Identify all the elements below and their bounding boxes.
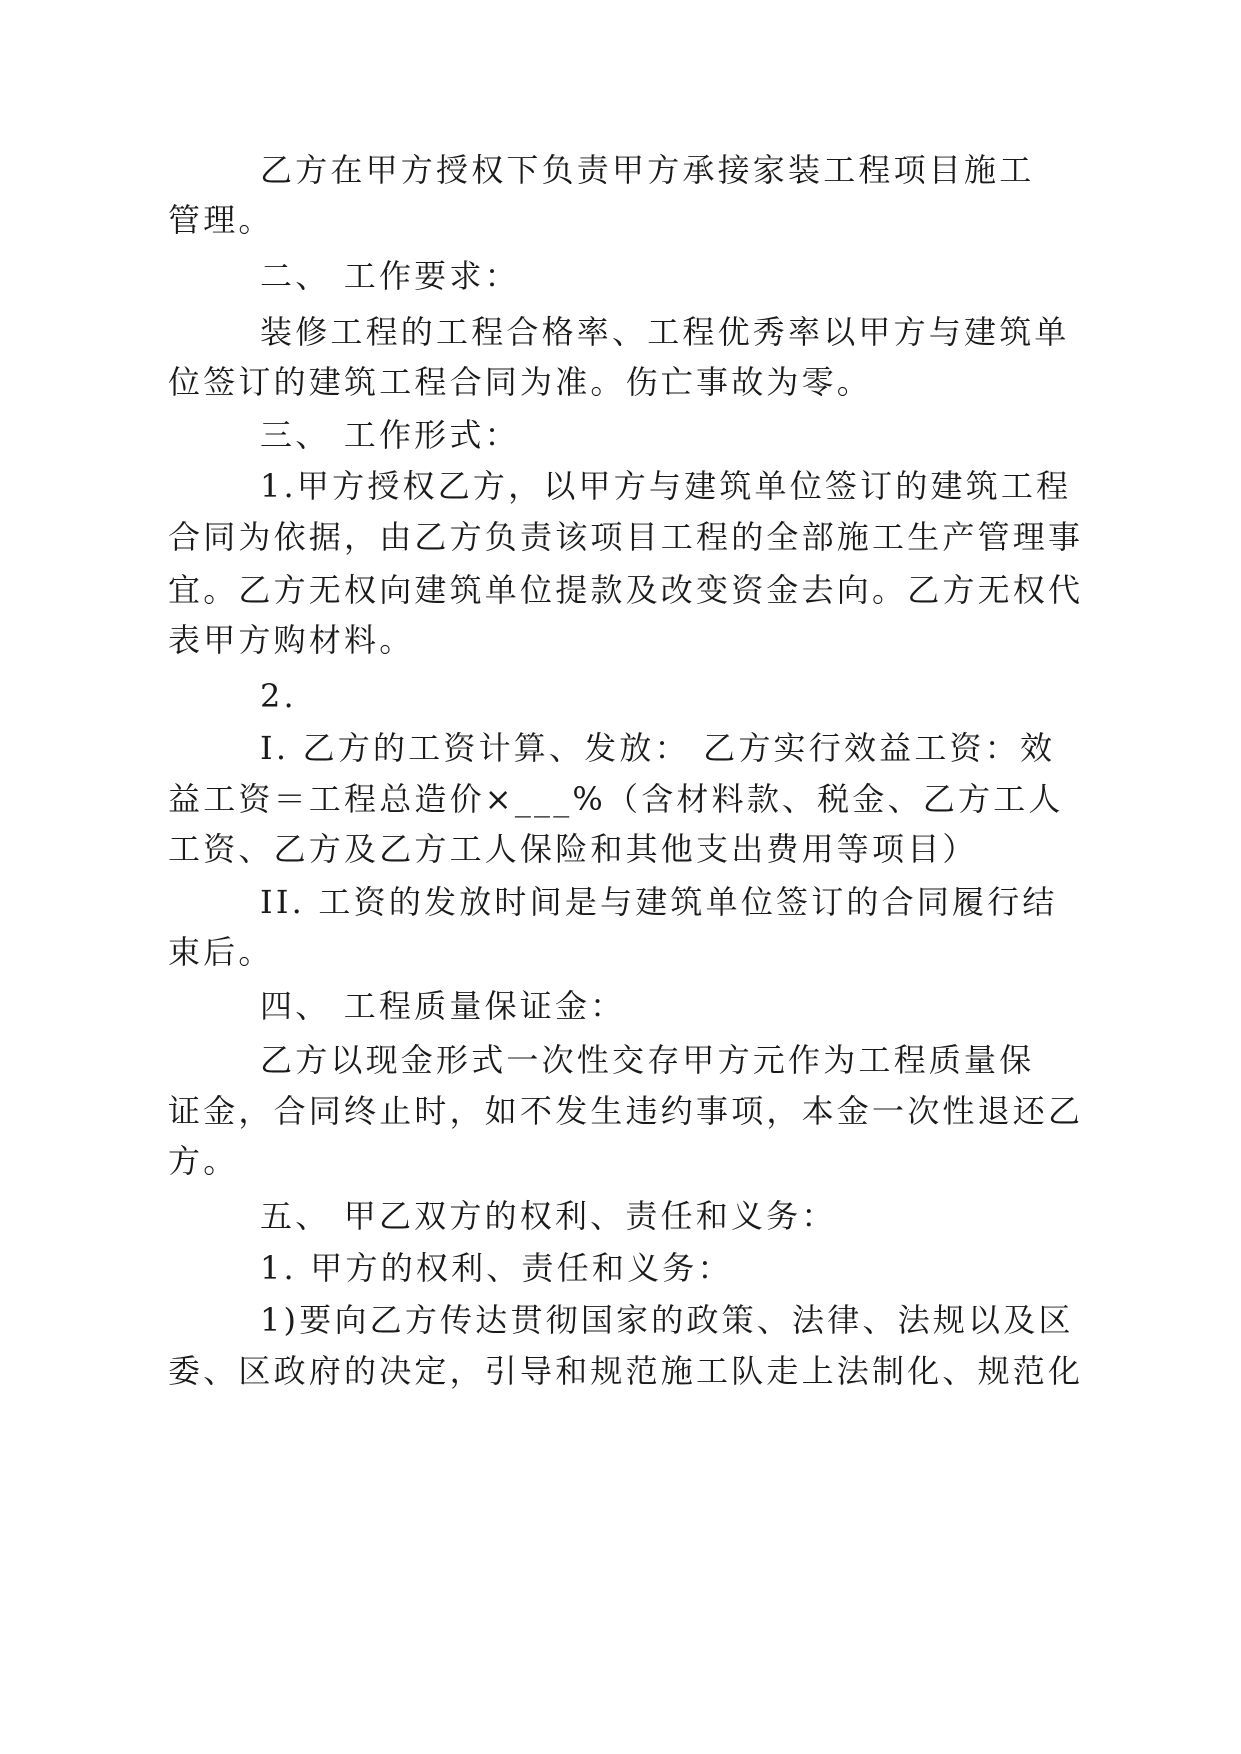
text-line: 束后。 [168,933,274,971]
text-line: 宜。乙方无权向建筑单位提款及改变资金去向。乙方无权代 [168,571,1084,609]
text-line: II. 工资的发放时间是与建筑单位签订的合同履行结 [260,883,1058,921]
text-line: 乙方以现金形式一次性交存甲方元作为工程质量保 [260,1041,1035,1079]
text-line: 表甲方购材料。 [168,621,415,659]
text-line: 装修工程的工程合格率、工程优秀率以甲方与建筑单 [260,313,1070,351]
text-line: 位签订的建筑工程合同为准。伤亡事故为零。 [168,363,873,401]
text-line: 委、区政府的决定，引导和规范施工队走上法制化、规范化 [168,1352,1084,1390]
text-line: 1)要向乙方传达贯彻国家的政策、法律、法规以及区 [260,1301,1074,1339]
text-line: 2. [260,677,297,715]
text-line: 工资、乙方及乙方工人保险和其他支出费用等项目） [168,830,978,868]
text-line: 1. 甲方的权利、责任和义务： [260,1249,733,1287]
section-heading: 三、 工作形式： [260,416,520,454]
text-line: 方。 [168,1142,239,1180]
text-line: 乙方在甲方授权下负责甲方承接家装工程项目施工 [260,151,1035,189]
section-heading: 四、 工程质量保证金： [260,987,626,1025]
section-heading: 五、 甲乙双方的权利、责任和义务： [260,1197,837,1235]
text-line: 合同为依据，由乙方负责该项目工程的全部施工生产管理事 [168,518,1084,556]
text-line: I. 乙方的工资计算、发放： 乙方实行效益工资：效 [260,729,1056,767]
text-line: 1.甲方授权乙方，以甲方与建筑单位签订的建筑工程 [260,467,1072,505]
text-line: 管理。 [168,201,274,239]
section-heading: 二、 工作要求： [260,257,520,295]
text-line: 益工资＝工程总造价×___%（含材料款、税金、乙方工人 [168,780,1064,818]
text-line: 证金，合同终止时，如不发生违约事项，本金一次性退还乙 [168,1092,1084,1130]
